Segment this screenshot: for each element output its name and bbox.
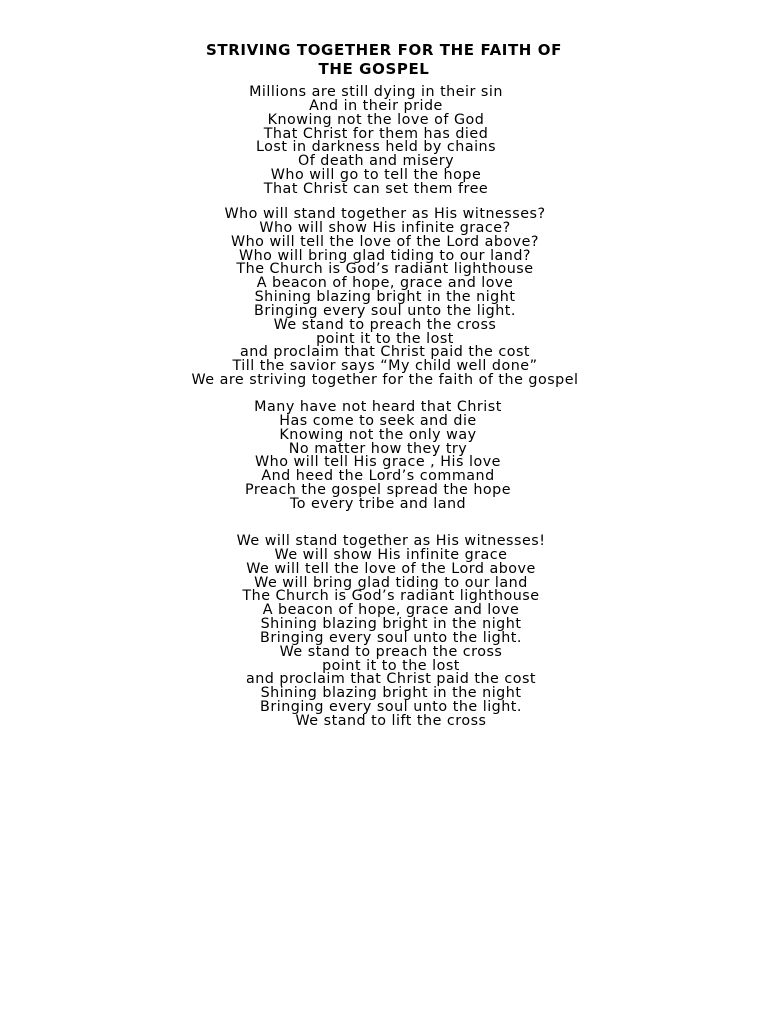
lyric-line: We stand to lift the cross <box>295 712 487 730</box>
lyric-line: and proclaim that Christ paid the cost <box>239 344 531 361</box>
lyric-line: Millions are still dying in their sin <box>249 83 503 101</box>
lyric-line: Knowing not the only way <box>279 426 477 443</box>
stanza-2 <box>1 205 768 389</box>
lyric-line: The Church is God’s radiant lighthouse <box>242 588 540 605</box>
lyric-line: Many have not heard that Christ <box>254 398 502 416</box>
lyric-line: A beacon of hope, grace and love <box>256 275 514 292</box>
lyric-line: The Church is God’s radiant lighthouse <box>236 261 534 278</box>
lyric-line: Bringing every soul unto the light. <box>260 629 522 647</box>
lyric-line: Bringing every soul unto the light. <box>254 302 516 320</box>
song-title-line-2: THE GOSPEL <box>318 60 430 78</box>
lyric-line: We will show His infinite grace <box>274 546 508 563</box>
lyric-line: That Christ for them has died <box>263 125 489 142</box>
lyric-line: Who will tell His grace , His love <box>255 454 501 471</box>
lyric-line: Who will stand together as His witnesses? <box>224 205 546 223</box>
lyric-line: Has come to seek and die <box>279 412 477 429</box>
lyric-line: Preach the gospel spread the hope <box>244 481 512 499</box>
lyric-line: Shining blazing bright in the night <box>260 615 522 633</box>
lyric-line: We will bring glad tiding to our land <box>254 574 528 591</box>
lyric-line: Who will show His infinite grace? <box>259 219 511 236</box>
lyric-line: point it to the lost <box>316 330 454 347</box>
lyric-line: We are striving together for the faith of the gospel <box>191 371 579 389</box>
lyric-line: and proclaim that Christ paid the cost <box>245 671 537 688</box>
lyric-line: To every tribe and land <box>289 495 467 513</box>
lyric-line: And in their pride <box>309 97 443 114</box>
lyric-line: That Christ can set them free <box>263 180 489 198</box>
lyric-line: We will stand together as His witnesses! <box>236 532 546 550</box>
lyric-line: We stand to preach the cross <box>279 643 503 660</box>
lyric-line: point it to the lost <box>322 657 460 674</box>
lyric-line: Of death and misery <box>297 153 455 170</box>
stanza-4 <box>7 532 768 730</box>
lyric-line: Shining blazing bright in the night <box>260 685 522 702</box>
stanza-3 <box>0 398 762 513</box>
lyric-line: Who will bring glad tiding to our land? <box>238 247 532 264</box>
lyric-line: We will tell the love of the Lord above <box>246 560 536 577</box>
lyric-line: Who will tell the love of the Lord above? <box>230 233 540 250</box>
lyric-line: Bringing every soul unto the light. <box>260 698 522 716</box>
lyric-line: Shining blazing bright in the night <box>254 288 516 306</box>
lyric-line: Till the savior says “My child well done” <box>232 358 538 375</box>
song-title-line-1: STRIVING TOGETHER FOR THE FAITH OF <box>206 41 562 59</box>
lyric-line: Knowing not the love of God <box>267 111 485 128</box>
stanza-1 <box>0 83 760 198</box>
lyric-line: Who will go to tell the hope <box>270 166 482 184</box>
lyric-line: Lost in darkness held by chains <box>255 139 497 156</box>
lyric-line: And heed the Lord’s command <box>261 468 495 485</box>
lyric-line: No matter how they try <box>288 440 468 457</box>
lyric-line: A beacon of hope, grace and love <box>262 602 520 619</box>
lyric-line: We stand to preach the cross <box>273 316 497 333</box>
